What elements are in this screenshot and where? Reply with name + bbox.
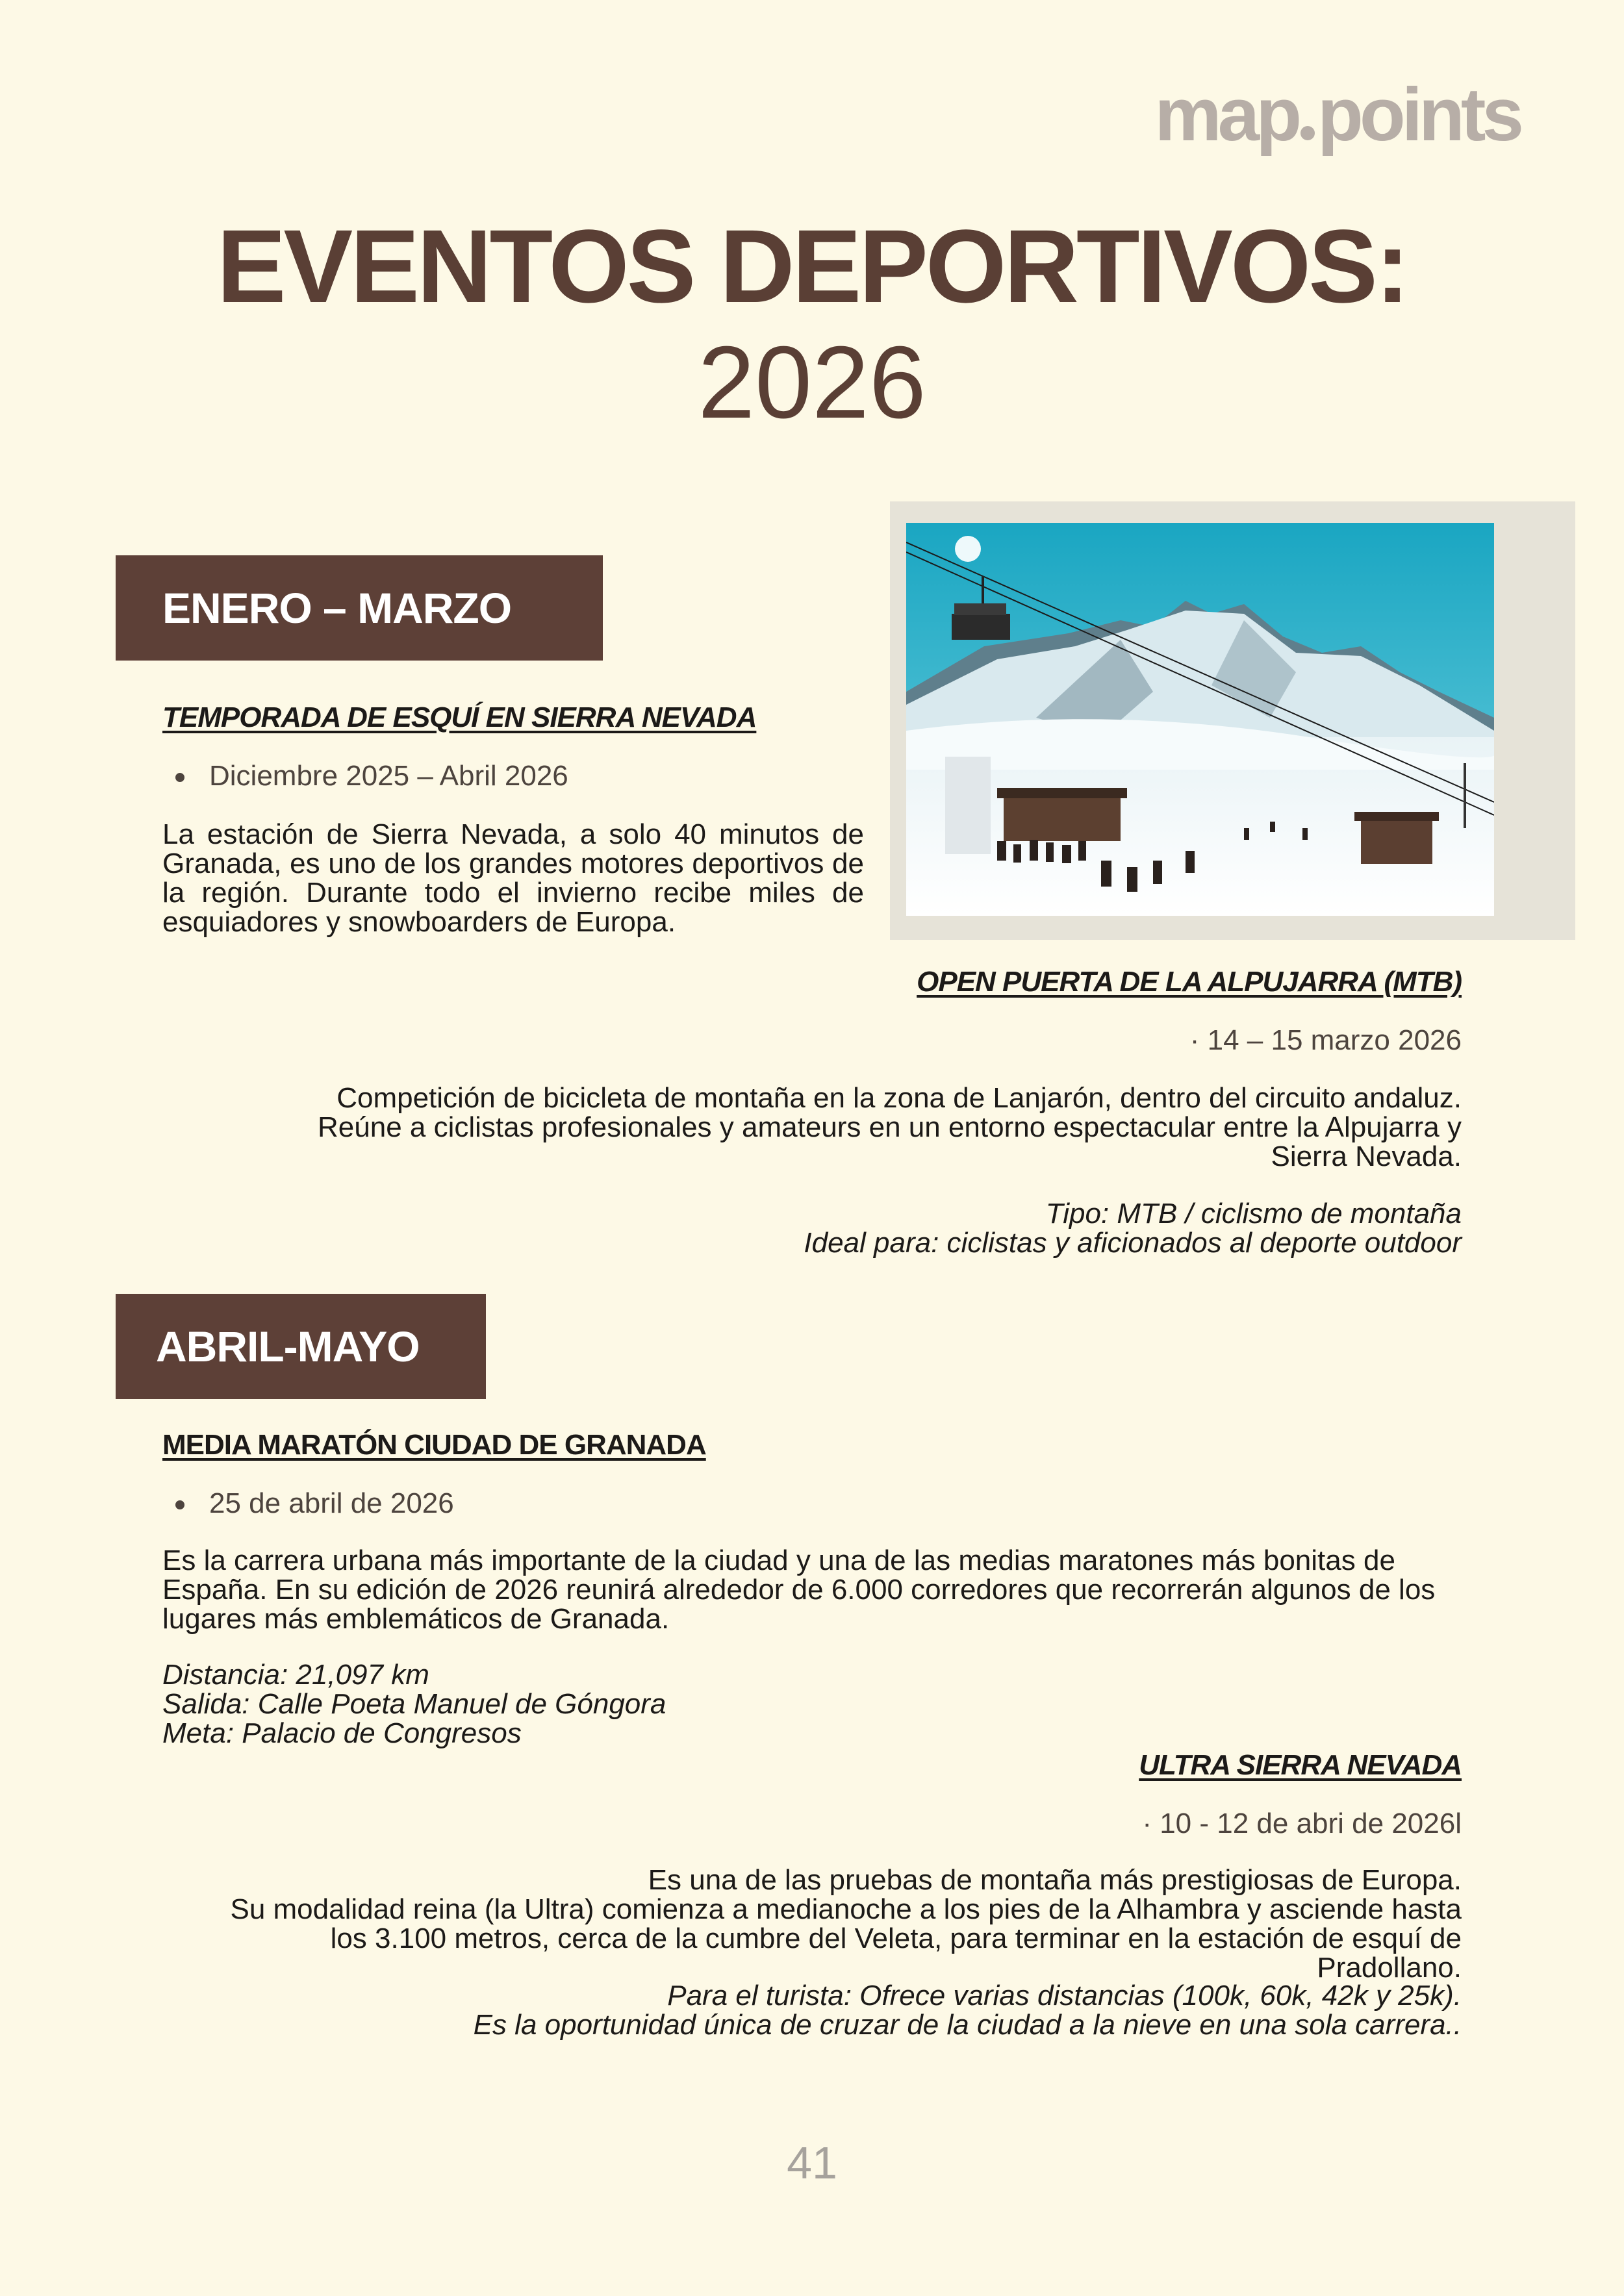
event-distance: Distancia: 21,097 km: [162, 1659, 429, 1691]
event-meta-half-marathon: [162, 1660, 666, 1748]
event-finish: Meta: Palacio de Congresos: [162, 1717, 522, 1749]
page-title: EVENTOS DEPORTIVOS:: [216, 208, 1408, 324]
page-number: 41: [787, 2138, 837, 2188]
bullet-icon: [175, 1500, 184, 1509]
event-date-ultra: · 10 - 12 de abri de 2026l: [1142, 1808, 1462, 1839]
event-title-ski-season: TEMPORADA DE ESQUÍ EN SIERRA NEVADA: [162, 701, 757, 733]
event-description-mtb-line1: Competición de bicicleta de montaña en la zona de Lanjarón, dentro del circuito andaluz.: [336, 1082, 1462, 1114]
event-title-half-marathon: MEDIA MARATÓN CIUDAD DE GRANADA: [162, 1429, 706, 1461]
brand-logo: [1154, 72, 1520, 157]
event-description-ski-season: La estación de Sierra Nevada, a solo 40 minutos de Granada, es uno de los grandes motores deportivos de la región. Durante todo el invierno recibe miles de esquiadores y snowboarders de Europa.: [162, 818, 864, 938]
logo-text-map: map: [1154, 72, 1299, 157]
event-description-half-marathon: Es la carrera urbana más importante de la ciudad y una de las medias maratones más bonitas de España. En su edición de 2026 reunirá alrededor de 6.000 corredores que recorrerán algunos de los lugares más emblemáticos de Granada.: [162, 1545, 1436, 1635]
event-date-text: Diciembre 2025 – Abril 2026: [209, 760, 568, 792]
event-description-ultra-line1: Es una de las pruebas de montaña más prestigiosas de Europa.: [648, 1864, 1462, 1896]
event-description-mtb-line2: Reúne a ciclistas profesionales y amateurs en un entorno espectacular entre la Alpujarra y Sierra Nevada.: [318, 1111, 1462, 1172]
event-title-ultra: ULTRA SIERRA NEVADA: [1139, 1749, 1462, 1781]
event-date-ski-season: [175, 760, 568, 792]
event-description-mtb: [227, 1083, 1462, 1171]
event-date-text: 25 de abril de 2026: [209, 1487, 454, 1519]
ski-resort-photo: [906, 523, 1494, 916]
event-tourist-line1: Para el turista: Ofrece varias distancias (100k, 60k, 42k y 25k).: [667, 1980, 1462, 2012]
logo-dot: [1300, 126, 1315, 140]
event-meta-mtb: [804, 1199, 1462, 1257]
event-start: Salida: Calle Poeta Manuel de Góngora: [162, 1688, 666, 1720]
page-title-year: 2026: [698, 325, 926, 440]
event-tourist-ultra: [474, 1981, 1462, 2039]
section-tab-abril-mayo: [116, 1294, 486, 1399]
event-date-half-marathon: [175, 1487, 454, 1520]
event-tourist-line2: Es la oportunidad única de cruzar de la ciudad a la nieve en una sola carrera..: [473, 2009, 1462, 2041]
ski-resort-illustration: [906, 523, 1494, 916]
section-tab-enero-marzo: [116, 555, 603, 661]
bullet-icon: [175, 773, 184, 782]
event-title-mtb: OPEN PUERTA DE LA ALPUJARRA (MTB): [917, 966, 1462, 998]
section-tab-label: ABRIL-MAYO: [156, 1322, 420, 1370]
event-description-ultra: [188, 1865, 1462, 1982]
logo-text-points: points: [1317, 72, 1520, 157]
event-type-mtb: Tipo: MTB / ciclismo de montaña: [1045, 1198, 1462, 1230]
event-description-ultra-line2: Su modalidad reina (la Ultra) comienza a medianoche a los pies de la Alhambra y asciende hasta los 3.100 metros, cerca de la cumbre del Veleta, para terminar en la estación de esquí de Pradollano.: [230, 1893, 1462, 1984]
event-date-mtb: · 14 – 15 marzo 2026: [1189, 1024, 1462, 1056]
section-tab-label: ENERO – MARZO: [162, 584, 512, 632]
event-ideal-mtb: Ideal para: ciclistas y aficionados al deporte outdoor: [804, 1227, 1462, 1259]
